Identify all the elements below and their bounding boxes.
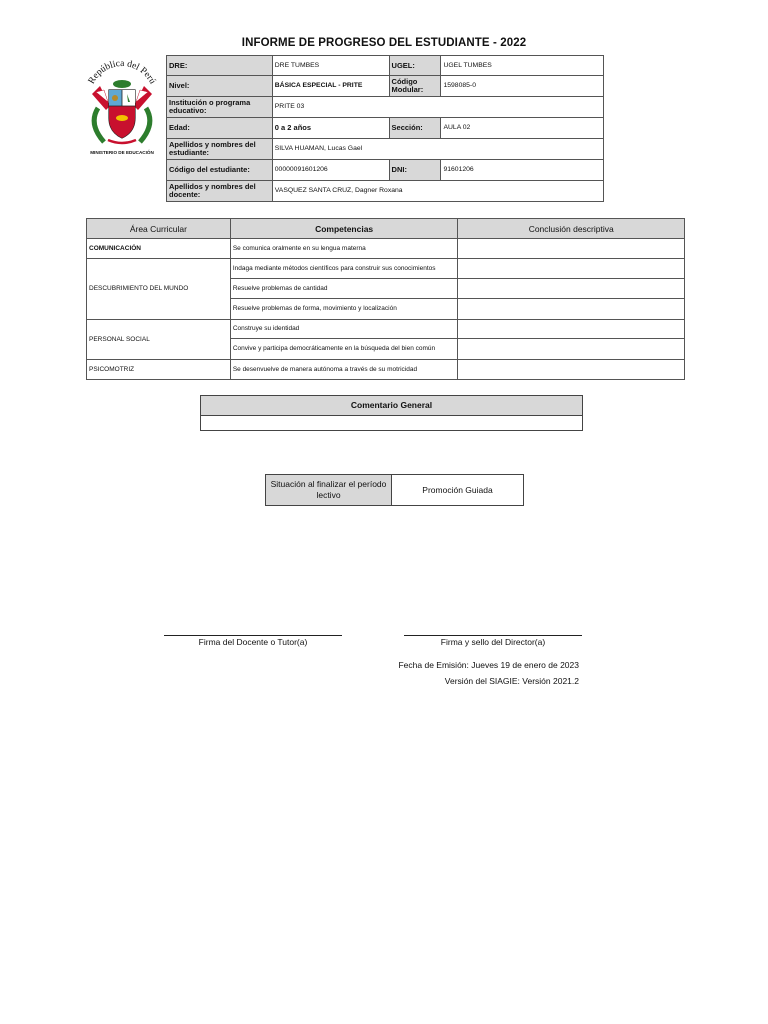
final-situation-value: Promoción Guiada: [422, 485, 493, 495]
edad-label: Edad:: [167, 118, 273, 139]
teacher-signature-line: [164, 635, 342, 636]
area-name: DESCUBRIMIENTO DEL MUNDO: [87, 259, 231, 320]
area-name: COMUNICACIÓN: [87, 239, 231, 259]
general-comment-text: [201, 416, 582, 430]
codigo-modular-label: Código Modular:: [389, 76, 441, 97]
institucion-label: Institución o programa educativo:: [167, 97, 273, 118]
estudiante-label: Apellidos y nombres del estudiante:: [167, 139, 273, 160]
ugel-value: UGEL TUMBES: [441, 56, 604, 76]
dre-value: DRE TUMBES: [272, 56, 389, 76]
nivel-label: Nivel:: [167, 76, 273, 97]
column-header-conclusion: Conclusión descriptiva: [458, 219, 685, 239]
dni-value: 91601206: [441, 160, 604, 181]
competencies-table: [86, 218, 685, 380]
conclusion-cell: [458, 239, 685, 259]
docente-value: VASQUEZ SANTA CRUZ, Dagner Roxana: [272, 181, 603, 202]
siagie-version: Versión del SIAGIE: Versión 2021.2: [444, 676, 579, 686]
report-title: INFORME DE PROGRESO DEL ESTUDIANTE - 2022: [241, 37, 527, 49]
codigo-estudiante-value: 00000091601206: [272, 160, 389, 181]
codigo-estudiante-label: Código del estudiante:: [167, 160, 273, 181]
final-situation-box: [265, 474, 524, 506]
peru-coat-of-arms-logo: [82, 46, 162, 158]
column-header-competencias: Competencias: [230, 219, 458, 239]
docente-label: Apellidos y nombres del docente:: [167, 181, 273, 202]
nivel-value: BÁSICA ESPECIAL - PRITE: [272, 76, 389, 97]
student-info-table: [166, 55, 604, 202]
competency-cell: Convive y participa democráticamente en la búsqueda del bien común: [230, 339, 458, 360]
conclusion-cell: [458, 299, 685, 320]
final-situation-label: Situación al finalizar el período lectivo: [266, 475, 392, 505]
competency-cell: Se desenvuelve de manera autónoma a través de su motricidad: [230, 360, 458, 380]
seccion-label: Sección:: [389, 118, 441, 139]
column-header-area: Área Curricular: [87, 219, 231, 239]
edad-value: 0 a 2 años: [272, 118, 389, 139]
conclusion-cell: [458, 279, 685, 299]
conclusion-cell: [458, 259, 685, 279]
competency-cell: Resuelve problemas de forma, movimiento y localización: [230, 299, 458, 320]
seccion-value: AULA 02: [441, 118, 604, 139]
conclusion-cell: [458, 339, 685, 360]
codigo-modular-value: 1598085-0: [441, 76, 604, 97]
ugel-label: UGEL:: [389, 56, 441, 76]
director-signature-label: Firma y sello del Director(a): [440, 637, 546, 647]
svg-text:República del Perú: República del Perú: [86, 58, 158, 86]
general-comment-title: Comentario General: [201, 396, 582, 416]
director-signature-line: [404, 635, 582, 636]
competency-cell: Construye su identidad: [230, 320, 458, 339]
teacher-signature-label: Firma del Docente o Tutor(a): [198, 637, 308, 647]
dre-label: DRE:: [167, 56, 273, 76]
institucion-value: PRITE 03: [272, 97, 603, 118]
competency-cell: Resuelve problemas de cantidad: [230, 279, 458, 299]
emission-date: Fecha de Emisión: Jueves 19 de enero de 2023: [398, 660, 579, 670]
conclusion-cell: [458, 360, 685, 380]
dni-label: DNI:: [389, 160, 441, 181]
svg-text:MINISTERIO DE EDUCACIÓN: MINISTERIO DE EDUCACIÓN: [90, 150, 154, 155]
estudiante-value: SILVA HUAMAN, Lucas Gael: [272, 139, 603, 160]
general-comment-box: [200, 395, 583, 431]
competency-cell: Se comunica oralmente en su lengua materna: [230, 239, 458, 259]
conclusion-cell: [458, 320, 685, 339]
area-name: PERSONAL SOCIAL: [87, 320, 231, 360]
competency-cell: Indaga mediante métodos científicos para construir sus conocimientos: [230, 259, 458, 279]
area-name: PSICOMOTRIZ: [87, 360, 231, 380]
